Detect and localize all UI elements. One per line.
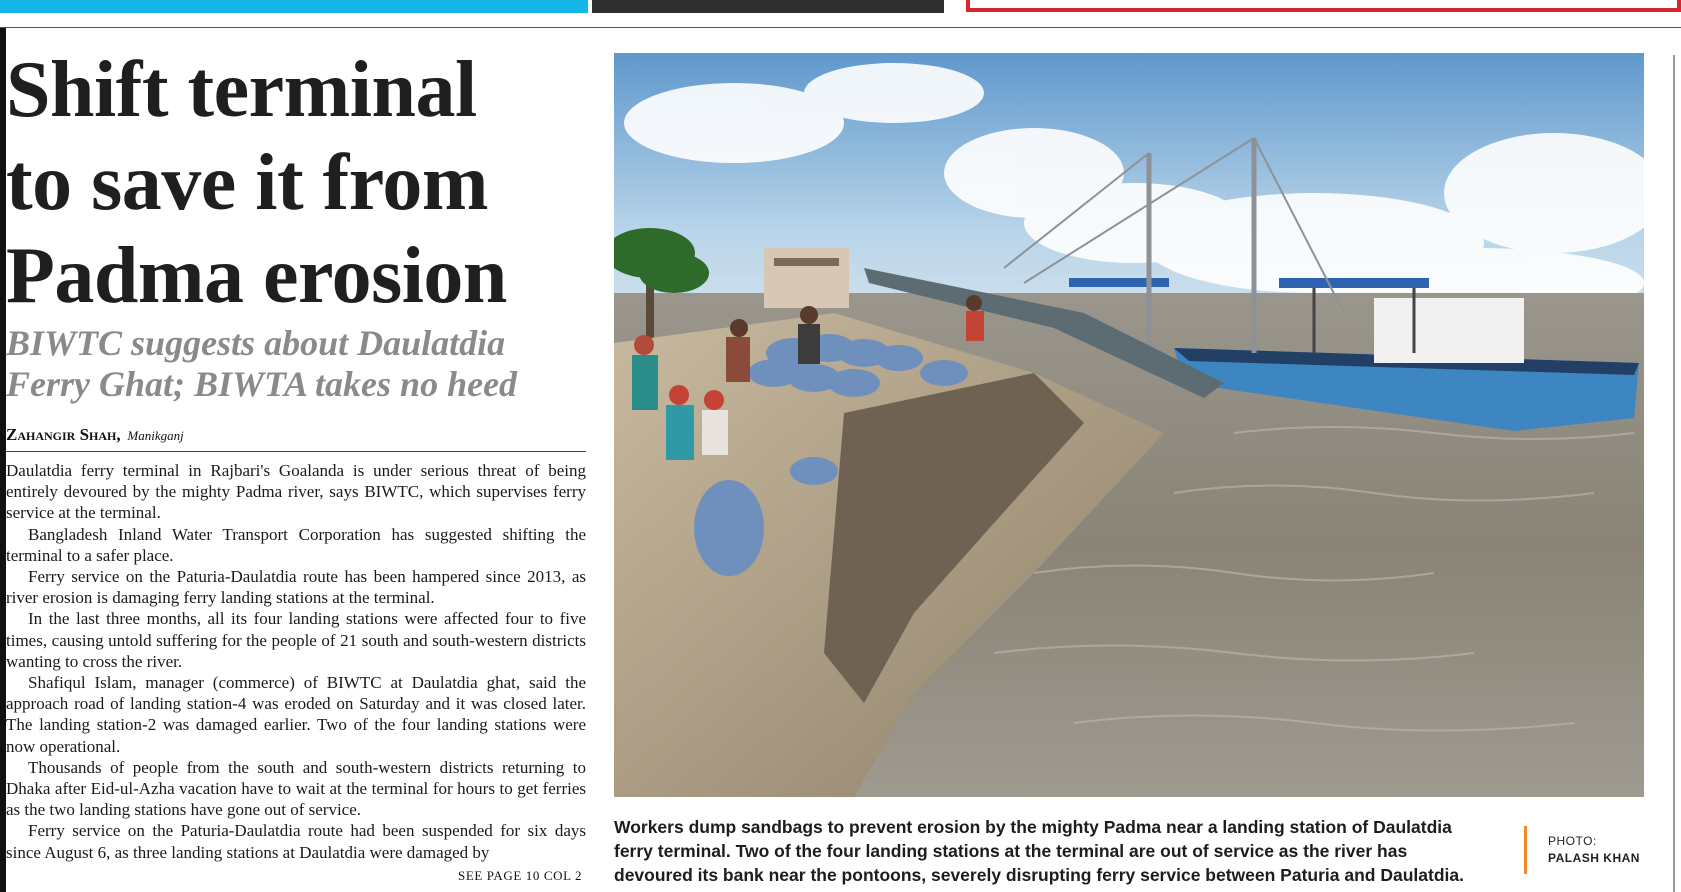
byline-divider	[6, 451, 586, 452]
section-bar-dark	[592, 0, 944, 13]
byline-author: Zahangir Shah,	[6, 425, 121, 444]
subheadline: BIWTC suggests about Daulatdia Ferry Ghat; BIWTA takes no heed	[6, 323, 518, 404]
headline: Shift terminal to save it from Padma erosion	[6, 46, 507, 320]
shore-building	[764, 248, 849, 308]
continuation-jump: SEE PAGE 10 COL 2	[458, 868, 583, 883]
news-photo	[614, 53, 1644, 797]
adjacent-story-frame	[966, 0, 1681, 12]
article-paragraph: In the last three months, all its four landing stations were affected four to five times, causing untold suffering for the people of 21 south and south-western districts wanting to cross the river.	[6, 609, 586, 671]
byline	[6, 425, 184, 445]
article-paragraph: Ferry service on the Paturia-Daulatdia route has been hampered since 2013, as river erosion is damaging ferry landing stations at the terminal.	[6, 567, 586, 608]
column-divider	[1673, 55, 1675, 892]
section-bar-cyan	[0, 0, 588, 13]
top-divider	[0, 27, 1681, 28]
article-body	[6, 460, 586, 863]
byline-location: Manikganj	[127, 428, 184, 443]
photo-caption: Workers dump sandbags to prevent erosion by the mighty Padma near a landing station of Daulatdia ferry terminal. Two of the four landing stations at the terminal are out of service as the river has devoured its bank near the pontoons, severely disrupting ferry service between Paturia and Daulatdia.	[614, 817, 1464, 885]
article-paragraph: Daulatdia ferry terminal in Rajbari's Goalanda is under serious threat of being entirely devoured by the mighty Padma river, says BIWTC, which supervises ferry service at the terminal.	[6, 461, 586, 523]
credit-accent-bar	[1524, 826, 1527, 874]
article-paragraph: Thousands of people from the south and south-western districts returning to Dhaka after Eid-ul-Azha vacation have to wait at the terminal for hours to get ferries as the two landing stations have gone out of service.	[6, 757, 586, 820]
photo-credit-name: PALASH KHAN	[1548, 851, 1640, 865]
article-paragraph: Shafiqul Islam, manager (commerce) of BIWTC at Daulatdia ghat, said the approach road of landing station-4 was eroded on Saturday and it was closed later. The landing station-2 was damaged earlier. Two of the four landing stations were now operational.	[6, 673, 586, 756]
article-paragraph: Bangladesh Inland Water Transport Corporation has suggested shifting the terminal to a safer place.	[6, 524, 586, 565]
article-paragraph: Ferry service on the Paturia-Daulatdia route had been suspended for six days since August 6, as three landing stations at Daulatdia were damaged by	[6, 821, 586, 862]
photo-credit-label: PHOTO:	[1548, 834, 1597, 848]
